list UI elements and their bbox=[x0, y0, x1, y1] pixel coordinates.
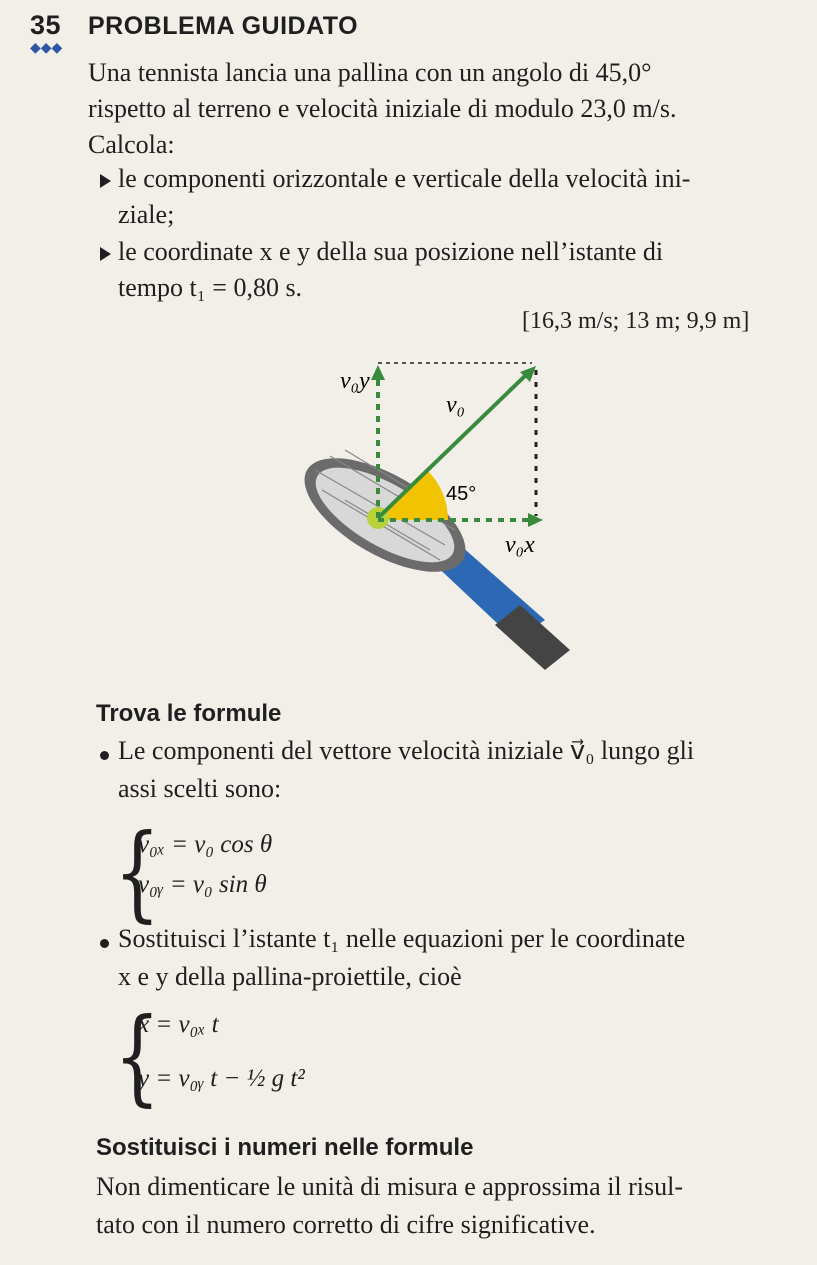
problem-number: 35 bbox=[30, 10, 62, 40]
answer: [16,3 m/s; 13 m; 9,9 m] bbox=[522, 308, 750, 334]
formulas-heading: Trova le formule bbox=[96, 700, 282, 727]
bullet-1-line-1: le componenti orizzontale e verticale della velocità ini- bbox=[118, 164, 691, 193]
label-v0x: v₀x bbox=[505, 532, 535, 558]
numbers-heading: Sostituisci i numeri nelle formule bbox=[96, 1134, 474, 1161]
difficulty-icon: ◆◆◆ bbox=[30, 41, 63, 56]
label-v0: v₀ bbox=[446, 392, 465, 418]
bullet-1-line-2: ziale; bbox=[118, 200, 175, 229]
problem-title: PROBLEMA GUIDATO bbox=[88, 12, 359, 40]
equation-x: x = v₀ₓ t bbox=[138, 1011, 219, 1038]
problem-line-1: Una tennista lancia una pallina con un angolo di 45,0° bbox=[88, 58, 652, 87]
bullet-dot-icon bbox=[100, 751, 109, 760]
brace-icon: { bbox=[114, 995, 161, 1117]
equation-y: y = v₀ᵧ t − ½ g t² bbox=[138, 1065, 305, 1092]
numbers-line-1: Non dimenticare le unità di misura e approssima il risul- bbox=[96, 1172, 684, 1201]
numbers-line-2: tato con il numero corretto di cifre significative. bbox=[96, 1210, 596, 1239]
label-angle: 45° bbox=[446, 483, 477, 505]
equation-v0x: v₀ₓ = v₀ cos θ bbox=[138, 831, 273, 858]
problem-line-3: Calcola: bbox=[88, 130, 175, 159]
formulas-item-2-line-2: x e y della pallina-proiettile, cioè bbox=[118, 962, 462, 991]
label-v0y: v₀y bbox=[340, 368, 370, 394]
formulas-item-2-line-1: Sostituisci l’istante t₁ nelle equazioni per le coordinate bbox=[118, 924, 686, 953]
bullet-2-line-2: tempo t₁ = 0,80 s. bbox=[118, 273, 303, 302]
formulas-item-1-line-2: assi scelti sono: bbox=[118, 774, 282, 803]
problem-line-2: rispetto al terreno e velocità iniziale di modulo 23,0 m/s. bbox=[88, 94, 677, 123]
bullet-2-line-1: le coordinate x e y della sua posizione nell’istante di bbox=[118, 237, 664, 266]
brace-icon: { bbox=[114, 811, 161, 933]
bullet-dot-icon bbox=[100, 939, 109, 948]
equation-v0y: v₀ᵧ = v₀ sin θ bbox=[138, 871, 267, 898]
formulas-item-1-line-1: Le componenti del vettore velocità iniziale v⃗₀ lungo gli bbox=[118, 736, 695, 765]
